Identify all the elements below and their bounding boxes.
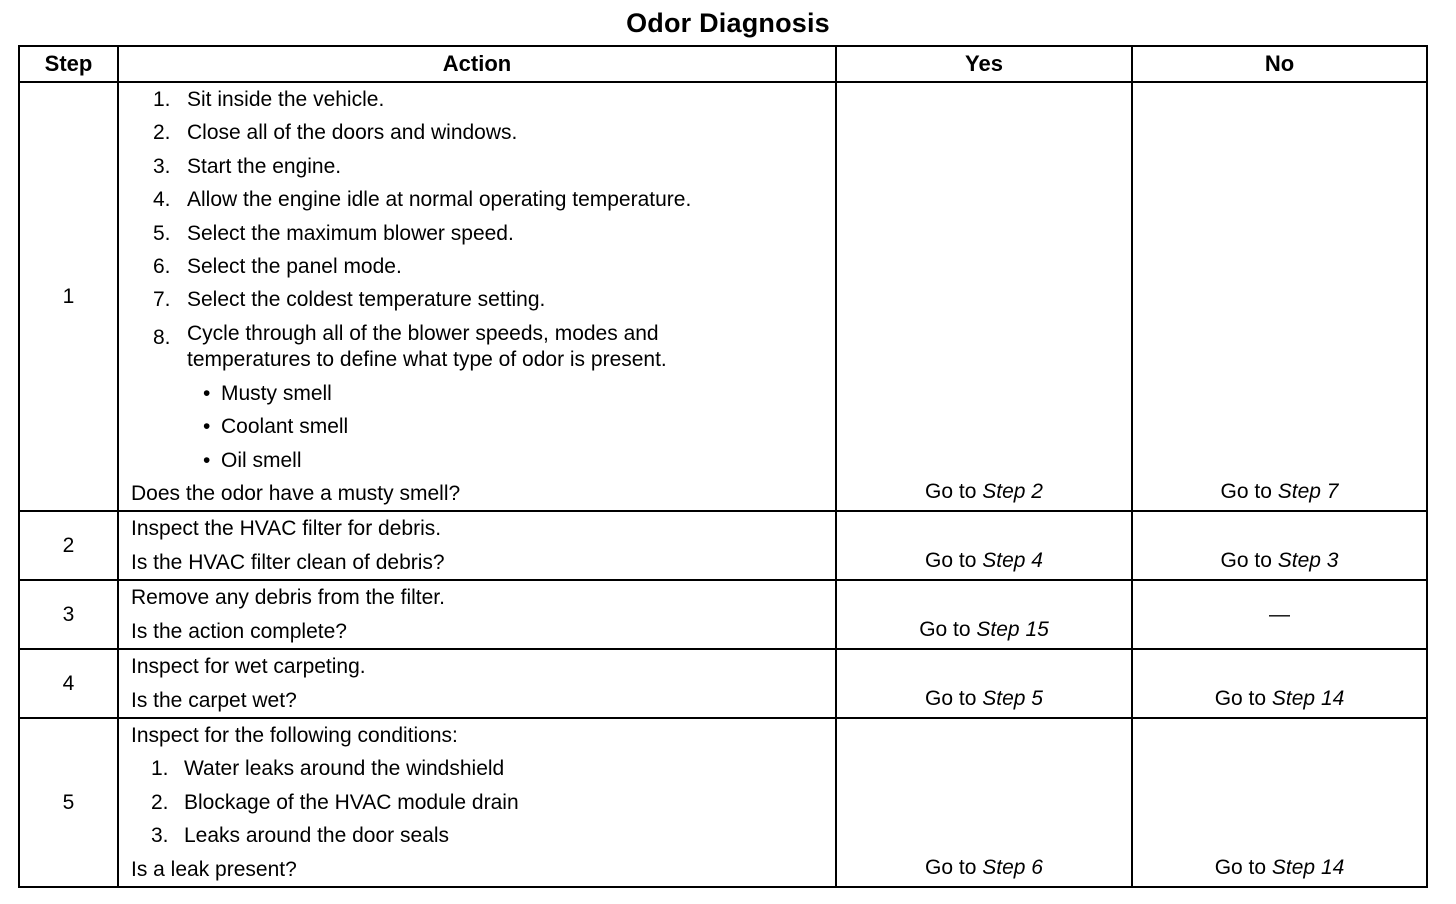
table-row <box>19 580 1427 649</box>
list-item: 8. Cycle through all of the blower speeds, modes and temperatures to define what type of odor is present. <box>153 321 667 371</box>
table-row <box>19 718 1427 887</box>
action-text: Inspect for the following conditions: <box>131 723 458 747</box>
yes-cell: Go to Step 5 <box>836 649 1132 718</box>
header-no: No <box>1132 46 1427 82</box>
step-link: Step 3 <box>1277 548 1339 572</box>
list-item: 6. Select the panel mode. <box>153 255 402 279</box>
table-header-row <box>19 46 1427 82</box>
action-cell <box>118 82 836 511</box>
yes-cell: Go to Step 2 <box>836 82 1132 511</box>
odor-diagnosis-table <box>18 45 1428 888</box>
step-link: Step 5 <box>982 686 1043 710</box>
step-link: Step 7 <box>1277 480 1339 504</box>
action-text: Inspect the HVAC filter for debris. <box>131 517 442 541</box>
yes-cell: Go to Step 4 <box>836 511 1132 580</box>
question-text: Is a leak present? <box>131 857 297 881</box>
header-step: Step <box>19 46 118 82</box>
list-item: 1. Water leaks around the windshield <box>151 757 505 781</box>
list-item: 2. Close all of the doors and windows. <box>153 121 518 145</box>
table-row <box>19 649 1427 718</box>
no-cell: Go to Step 3 <box>1132 511 1427 580</box>
list-item: 4. Allow the engine idle at normal operating temperature. <box>153 188 692 212</box>
question-text: Does the odor have a musty smell? <box>131 482 461 506</box>
action-cell <box>118 718 836 887</box>
question-text: Is the carpet wet? <box>131 688 297 712</box>
page-title: Odor Diagnosis <box>626 8 830 38</box>
question-text: Is the HVAC filter clean of debris? <box>131 550 445 574</box>
table-row <box>19 82 1427 511</box>
list-item: 3. Start the engine. <box>153 154 342 178</box>
list-item: 1. Sit inside the vehicle. <box>153 88 385 111</box>
no-cell: Go to Step 14 <box>1132 718 1427 887</box>
list-item: 2. Blockage of the HVAC module drain <box>151 790 519 814</box>
no-cell <box>1132 580 1427 649</box>
step-number: 1 <box>19 82 118 511</box>
question-text: Is the action complete? <box>131 619 347 643</box>
list-item: 5. Select the maximum blower speed. <box>153 221 514 245</box>
action-cell <box>118 511 836 580</box>
dash: — <box>1269 602 1290 626</box>
numbered-list <box>131 752 829 852</box>
step-link: Step 2 <box>982 480 1043 504</box>
action-text: Inspect for wet carpeting. <box>131 655 366 679</box>
step-number: 3 <box>19 580 118 649</box>
list-item: 3. Leaks around the door seals <box>151 824 450 848</box>
table-row <box>19 511 1427 580</box>
header-action: Action <box>118 46 836 82</box>
yes-cell: Go to Step 6 <box>836 718 1132 887</box>
action-text: Remove any debris from the filter. <box>131 586 445 610</box>
list-item: 7. Select the coldest temperature setting. <box>153 288 546 312</box>
bullet-item: • Oil smell <box>203 448 302 472</box>
step-link: Step 15 <box>976 617 1049 641</box>
bullet-item: • Coolant smell <box>203 415 349 439</box>
step-link: Step 14 <box>1271 686 1345 710</box>
step-number: 5 <box>19 718 118 887</box>
yes-cell: Go to Step 15 <box>836 580 1132 649</box>
step-number: 4 <box>19 649 118 718</box>
bullet-item: • Musty smell <box>203 381 332 405</box>
step-link: Step 4 <box>982 548 1043 572</box>
step-link: Step 14 <box>1271 855 1345 879</box>
action-cell <box>118 580 836 649</box>
step-number: 2 <box>19 511 118 580</box>
numbered-list <box>131 83 829 377</box>
header-yes: Yes <box>836 46 1132 82</box>
action-cell <box>118 649 836 718</box>
no-cell: Go to Step 7 <box>1132 82 1427 511</box>
no-cell: Go to Step 14 <box>1132 649 1427 718</box>
step-link: Step 6 <box>982 855 1043 879</box>
